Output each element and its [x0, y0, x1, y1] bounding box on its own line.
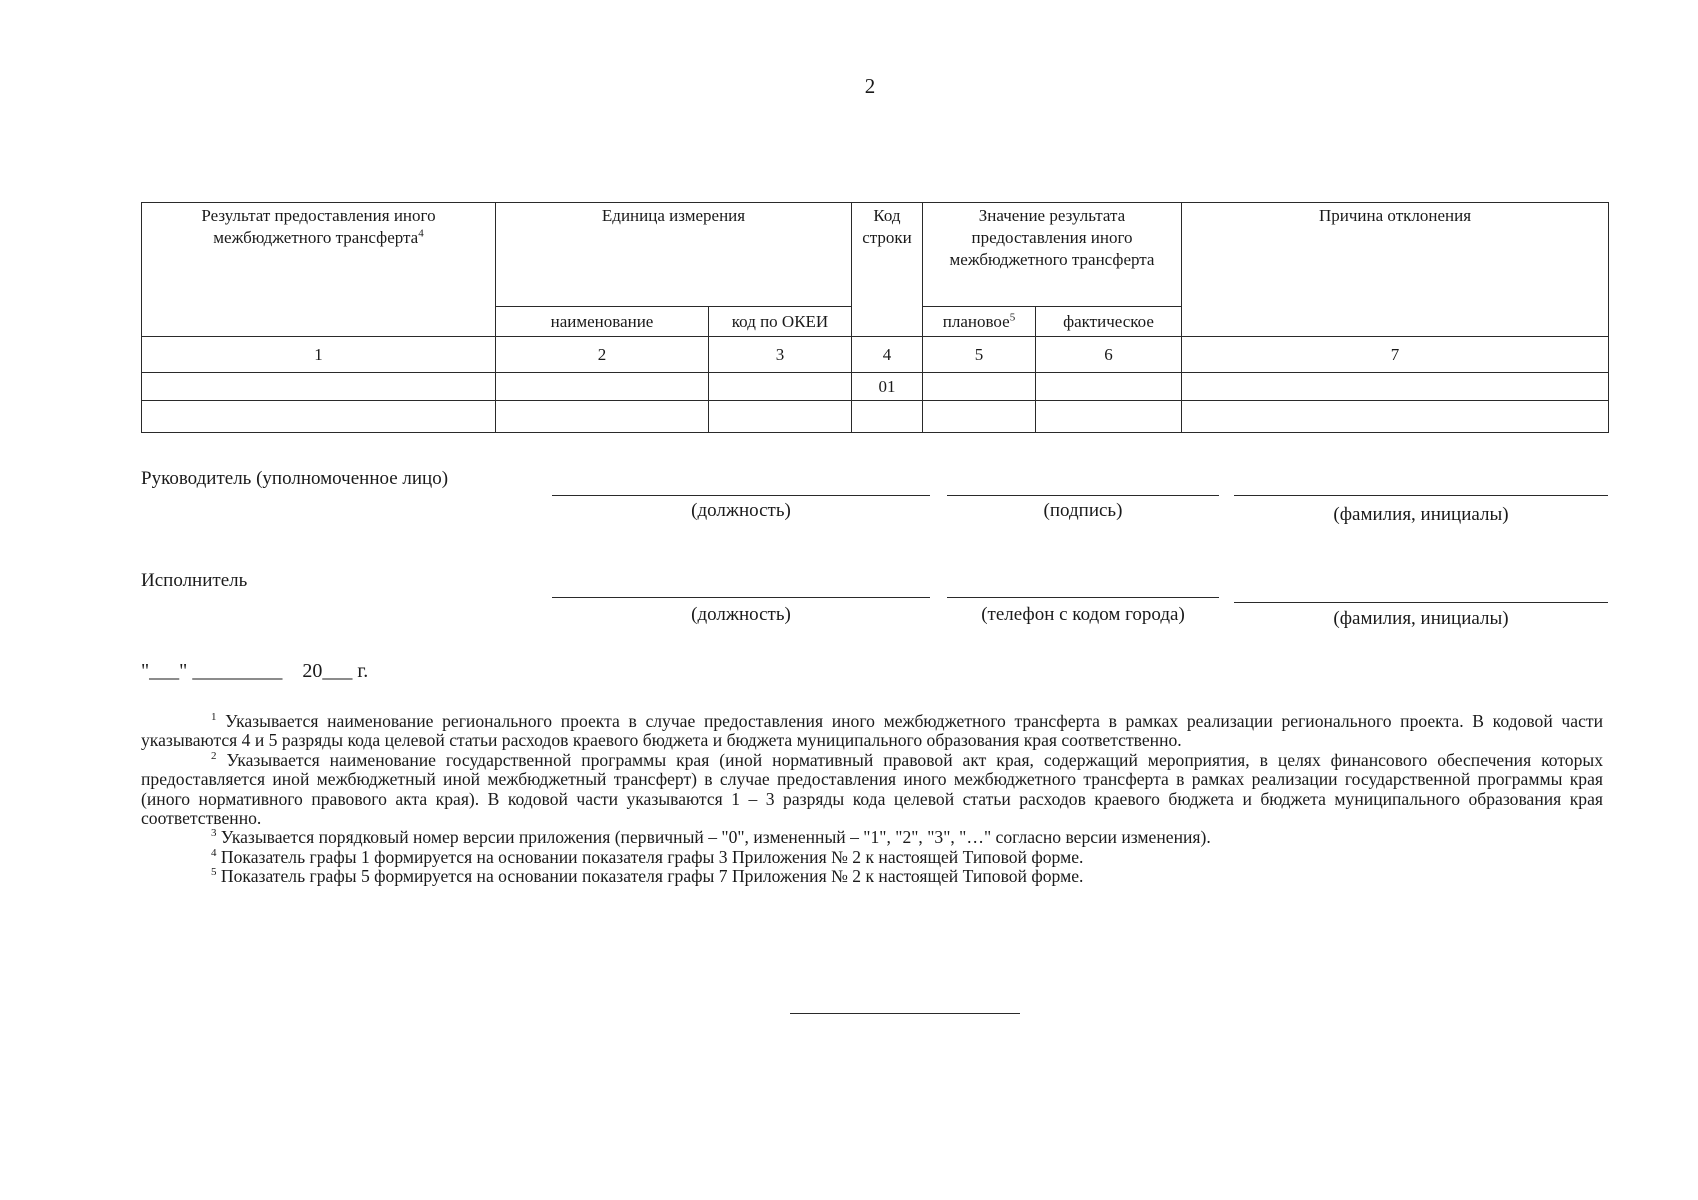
table-cell	[923, 373, 1036, 401]
table-cell	[1182, 373, 1609, 401]
head-position-caption: (должность)	[691, 500, 791, 521]
head-name-caption: (фамилия, инициалы)	[1333, 504, 1509, 525]
executor-phone-line	[947, 597, 1219, 598]
column-number: 6	[1036, 337, 1182, 373]
table-cell	[709, 373, 852, 401]
header-planned: плановое$^5$	[923, 307, 1036, 337]
table-cell	[923, 401, 1036, 433]
footnote: $^1$ Указывается наименование регионального проекта в случае предоставления иного межбюджетного трансферта в рамках реализации регионального проекта. В кодовой части указываются 4 и 5 разряды кода целевой статьи расходов краевого бюджета и бюджета муниципального образования края соответственно.	[141, 711, 1603, 751]
executor-position-caption: (должность)	[691, 604, 791, 625]
header-reason: Причина отклонения	[1182, 203, 1609, 337]
footnote: $^2$ Указывается наименование государственной программы края (иной нормативный правовой акт края, содержащий мероприятия, в целях финансового обеспечения которых предоставляется иной межбюджетный иной межбюджетный трансферт) в случае предоставления иного межбюджетного трансферта в рамках реализации государственной программы края (иного нормативного правового акта края). В кодовой части указываются 1 – 3 разряды кода целевой статьи расходов краевого бюджета и бюджета муниципального образования края соответственно.	[141, 749, 1603, 829]
header-planned-note: 5	[1009, 310, 1016, 323]
table-row	[142, 401, 1609, 433]
header-actual: фактическое	[1036, 307, 1182, 337]
column-number: 5	[923, 337, 1036, 373]
row-code-cell: 01	[852, 373, 923, 401]
table-cell	[1182, 401, 1609, 433]
head-name-line	[1234, 495, 1608, 496]
table-cell	[709, 401, 852, 433]
header-value: Значение результата предоставления иного межбюджетного трансферта	[923, 203, 1182, 307]
table-cell	[496, 373, 709, 401]
footnotes	[141, 712, 1603, 887]
head-signature-caption: (подпись)	[1043, 500, 1123, 521]
executor-name-line	[1234, 602, 1608, 603]
table-cell	[1036, 373, 1182, 401]
closing-rule	[790, 1013, 1020, 1014]
row-code-cell	[852, 401, 923, 433]
column-numbers-row	[142, 337, 1609, 373]
page-number: 2	[864, 74, 876, 98]
table-cell	[496, 401, 709, 433]
footnote: $^5$ Показатель графы 5 формируется на основании показателя графы 7 Приложения № 2 к настоящей Типовой форме.	[211, 866, 1084, 887]
head-position-line	[552, 495, 930, 496]
column-number: 3	[709, 337, 852, 373]
column-number: 2	[496, 337, 709, 373]
footnote: $^4$ Показатель графы 1 формируется на основании показателя графы 3 Приложения № 2 к настоящей Типовой форме.	[211, 846, 1084, 867]
executor-position-line	[552, 597, 930, 598]
table-cell	[142, 401, 496, 433]
header-result-note: 4	[418, 227, 424, 240]
executor-phone-caption: (телефон с кодом города)	[981, 604, 1185, 625]
header-unit-name: наименование	[496, 307, 709, 337]
header-unit-code: код по ОКЕИ	[709, 307, 852, 337]
executor-name-caption: (фамилия, инициалы)	[1333, 608, 1509, 629]
column-number: 7	[1182, 337, 1609, 373]
footnote: $^3$ Указывается порядковый номер версии приложения (первичный – "0", измененный – "1", "2", "3", "…" согласно версии изменения).	[211, 827, 1211, 848]
table-cell	[142, 373, 496, 401]
executor-label: Исполнитель	[141, 570, 248, 591]
header-result: Результат предоставления иного межбюджетного трансферта$^4$	[142, 203, 496, 337]
column-number: 4	[852, 337, 923, 373]
header-unit: Единица измерения	[496, 203, 852, 307]
head-signature-line	[947, 495, 1219, 496]
column-number: 1	[142, 337, 496, 373]
table-cell	[1036, 401, 1182, 433]
table-row	[142, 373, 1609, 401]
date-line: "___" _________ 20___ г.	[141, 660, 369, 682]
results-table	[141, 202, 1609, 433]
header-row-code: Код строки	[852, 203, 923, 337]
head-label: Руководитель (уполномоченное лицо)	[141, 468, 449, 489]
